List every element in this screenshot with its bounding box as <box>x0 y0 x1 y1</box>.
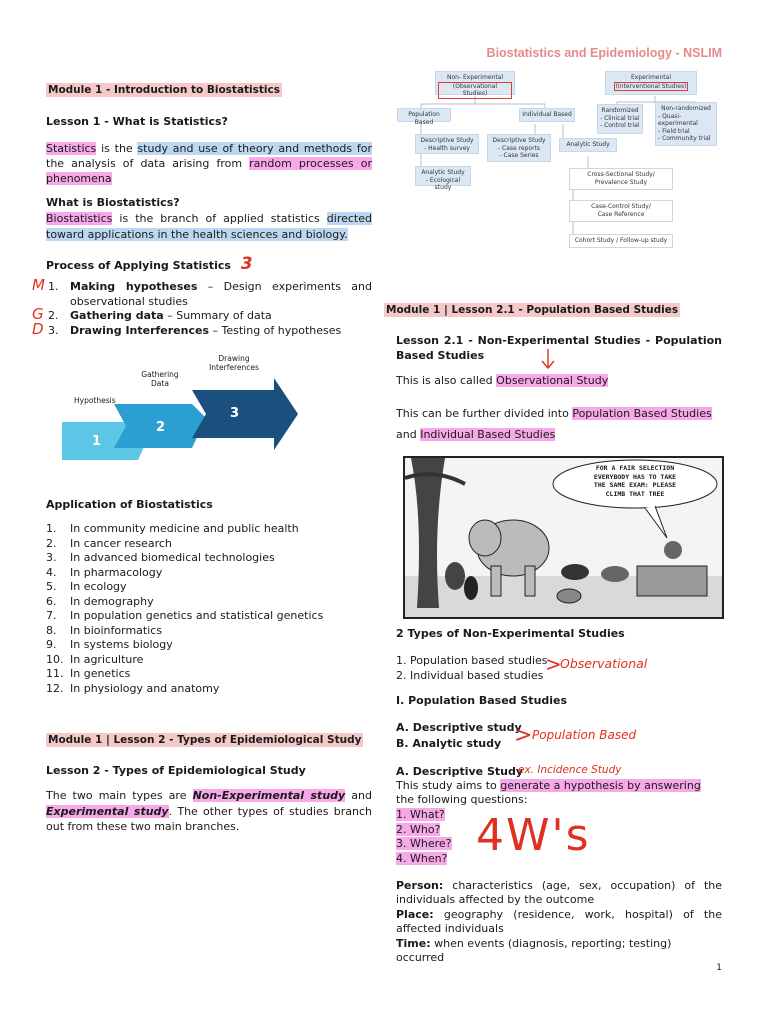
further-divided-text: This can be further divided into Population Based Studies and Individual Based Studies <box>396 407 712 441</box>
bio-question: What is Biostatistics? <box>46 196 180 209</box>
list-item: 5. In ecology <box>46 580 127 593</box>
step-1-number: 1 <box>92 434 102 449</box>
list-item: 10. In agriculture <box>46 652 144 666</box>
list-item: 2. In cancer research <box>46 536 172 550</box>
list-item: 1. What? <box>396 808 445 821</box>
node-cohort: Cohort Study / Follow-up study <box>569 234 673 248</box>
module2-title: Module 1 | Lesson 2 - Types of Epidemiological Study <box>48 734 362 746</box>
list-item: 1. In community medicine and public health <box>46 522 299 535</box>
list-item: 9. In systems biology <box>46 638 173 651</box>
list-item: 3. Where? <box>396 837 452 850</box>
list-item: A. Descriptive study <box>396 721 522 734</box>
application-title: Application of Biostatistics <box>46 498 213 511</box>
step-3-arrow <box>192 378 298 450</box>
node-population-based: Population Based <box>397 108 451 122</box>
handwritten-population-based: Population Based <box>532 728 637 742</box>
types-title: 2 Types of Non-Experimental Studies <box>396 627 625 640</box>
statistics-definition: Statistics is the study and use of theory and methods for the analysis of data arising from random processes or phenomena <box>46 142 372 185</box>
process-list <box>32 276 372 338</box>
also-called-text: This is also called Observational Study <box>396 374 609 387</box>
time-text: Time: when events (diagnosis, reporting; testing) occurred <box>396 937 672 964</box>
list-item: 12. In physiology and anatomy <box>46 681 220 695</box>
node-individual-based: Individual Based <box>519 108 575 122</box>
node-non-experimental: Non- Experimental (Observational Studies) <box>435 71 515 95</box>
process-handwritten-mark: 3 <box>240 254 253 274</box>
brace-mark: > <box>545 652 562 676</box>
list-item: B. Analytic study <box>396 737 502 750</box>
node-descriptive-ind: Descriptive Study - Case reports - Case Series <box>487 134 551 162</box>
page-number: 1 <box>716 963 722 973</box>
brace-mark-2: > <box>514 723 533 748</box>
process-item: M 1. Making hypotheses – Design experiments and observational studies <box>32 276 372 308</box>
node-cross-sectional: Cross-Sectional Study/ Prevalence Study <box>569 168 673 190</box>
place-text: Place: geography (residence, work, hospital) of the affected individuals <box>396 908 722 935</box>
descriptive-study-title: A. Descriptive Study <box>396 765 523 778</box>
process-item: D 3. Drawing Interferences – Testing of hypotheses <box>32 319 342 338</box>
list-item: 3. In advanced biomedical technologies <box>46 551 275 564</box>
label-gathering: Gathering Data <box>141 370 179 388</box>
lesson-2-1-title: Lesson 2.1 - Non-Experimental Studies - Population Based Studies <box>396 334 722 362</box>
step-2-number: 2 <box>156 420 166 435</box>
biostatistics-definition: Biostatistics is the branch of applied statistics directed toward applications in the health sciences and biology. <box>46 212 372 241</box>
lesson2-text: The two main types are Non-Experimental study and Experimental study. The other types of studies branch out from these two main branches. <box>46 789 373 833</box>
node-non-randomized: Non-randomized - Quasi- experimental - Field trial - Community trial <box>655 102 717 146</box>
process-item: G 2. Gathering data – Summary of data <box>32 305 272 323</box>
handwritten-arrow-icon <box>540 348 556 370</box>
list-item: 4. When? <box>396 851 448 865</box>
label-hypothesis: Hypothesis <box>74 396 116 405</box>
cartoon-image <box>403 456 724 619</box>
list-item: 1. Population based studies <box>396 654 548 667</box>
node-descriptive-pop: Descriptive Study - Health survey <box>415 134 479 154</box>
cartoon-speech-text: FOR A FAIR SELECTION EVERYBODY HAS TO TAKE THE SAME EXAM: PLEASE CLIMB THAT TREE <box>593 464 677 498</box>
node-analytic-pop: Analytic Study - Ecological study <box>415 166 471 186</box>
handwritten-4ws: 4W's <box>476 810 591 861</box>
person-text: Person: characteristics (age, sex, occupation) of the individuals affected by the outcome <box>396 879 722 906</box>
list-item: 7. In population genetics and statistical genetics <box>46 609 324 622</box>
list-item: 6. In demography <box>46 594 154 608</box>
descriptive-aim-text: This study aims to generate a hypothesis by answering the following questions: <box>396 779 701 806</box>
handwritten-incidence: ex. Incidence Study <box>518 764 622 776</box>
page-header: Biostatistics and Epidemiology - NSLIM <box>486 46 722 60</box>
list-item: 8. In bioinformatics <box>46 623 163 637</box>
list-item: 2. Individual based studies <box>396 668 544 682</box>
process-title: Process of Applying Statistics 3 <box>46 254 253 274</box>
module-2-1-title: Module 1 | Lesson 2.1 - Population Based Studies <box>386 304 679 316</box>
list-item: 11. In genetics <box>46 667 131 680</box>
lesson1-title: Lesson 1 - What is Statistics? <box>46 115 228 128</box>
list-item: 2. Who? <box>396 822 441 836</box>
module1-title: Module 1 - Introduction to Biostatistics <box>48 84 280 96</box>
list-item: 4. In pharmacology <box>46 565 163 579</box>
label-drawing: Drawing Interferences <box>209 354 259 372</box>
step-arrows <box>60 352 310 472</box>
population-based-title: I. Population Based Studies <box>396 694 568 707</box>
process-steps-graphic <box>60 352 310 472</box>
questions-list <box>396 808 452 866</box>
study-types-tree <box>393 66 728 258</box>
types-list <box>396 654 548 683</box>
node-randomized: Randomized - Clinical trial - Control trial <box>597 104 643 134</box>
handwritten-observational: Observational <box>560 656 648 671</box>
lesson2-title: Lesson 2 - Types of Epidemiological Study <box>46 764 306 777</box>
node-experimental: Experimental (Interventional Studies) <box>605 71 697 95</box>
population-based-list <box>396 720 522 752</box>
node-case-control: Case-Control Study/ Case Reference <box>569 200 673 222</box>
node-analytic-ind: Analytic Study <box>559 138 617 152</box>
application-list <box>46 522 372 696</box>
step-3-number: 3 <box>230 406 240 421</box>
